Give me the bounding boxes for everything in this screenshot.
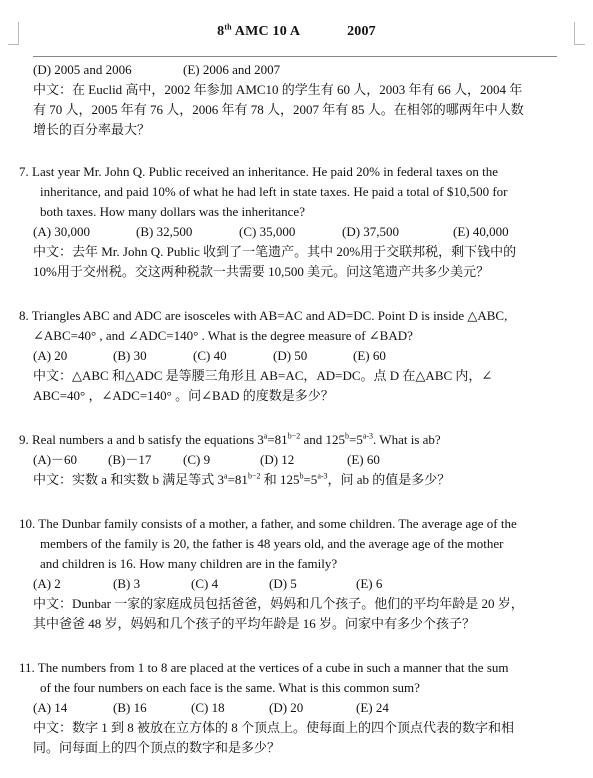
option-b: (B)－17	[108, 452, 152, 467]
problem-10	[19, 514, 560, 634]
option-b: (B) 30	[113, 348, 147, 363]
option-d: (D) 2005 and 2006	[33, 62, 132, 77]
problem-11-cn-line: 同。问每面上的四个顶点的数字和是多少？	[33, 740, 281, 755]
problem-7-en-line: inheritance, and paid 10% of what he had left in state taxes. He paid a total of $10,500 for	[40, 184, 508, 199]
problem-9-cn-text: =81	[227, 472, 248, 487]
problem-9-text: and 125	[300, 432, 345, 447]
header-amc-title: AMC 10 A	[231, 24, 300, 39]
problem-7-options	[33, 222, 560, 242]
problem-9-cn-text: =5	[303, 472, 318, 487]
problem-10-options	[33, 574, 560, 594]
option-e: (E) 60	[353, 348, 386, 363]
problem-11-en-line: of the four numbers on each face is the same. What is this common sum?	[40, 680, 420, 695]
option-d: (D) 20	[269, 700, 304, 715]
option-a: (A) 20	[33, 348, 68, 363]
option-a: (A) 14	[33, 700, 68, 715]
problem-6-cn-line: 有 70 人，2005 年有 76 人，2006 年有 78 人，2007 年有 85 人。在相邻的哪两年中人数	[33, 102, 524, 117]
exponent: b	[344, 431, 349, 441]
problem-9-cn-line	[33, 470, 560, 490]
problem-11-options	[33, 698, 560, 718]
option-d: (D) 12	[260, 452, 295, 467]
page-header	[0, 24, 593, 40]
option-a: (A) 2	[33, 576, 61, 591]
option-e: (E) 2006 and 2007	[183, 62, 281, 77]
option-d: (D) 37,500	[342, 224, 400, 239]
header-year: 2007	[347, 24, 376, 39]
problem-11-en-line: 11. The numbers from 1 to 8 are placed at the vertices of a cube in such a manner that the sum	[19, 660, 509, 675]
problem-6	[33, 60, 560, 140]
problem-8	[19, 306, 560, 406]
problem-6-cn-line: 增长的百分率最大？	[33, 122, 151, 137]
exponent: b−2	[287, 431, 301, 441]
problem-9-cn-text: 和 125	[260, 472, 300, 487]
option-d: (D) 50	[273, 348, 308, 363]
exponent: a	[224, 471, 228, 481]
header-amc-suffix: th	[224, 22, 232, 32]
problem-8-en-line: 8. Triangles ABC and ADC are isosceles with AB=AC and AD=DC. Point D is inside △ABC,	[19, 308, 508, 323]
problem-6-cn-line: 中文：在 Euclid 高中，2002 年参加 AMC10 的学生有 60 人，2003 年有 66 人，2004 年	[33, 82, 523, 97]
option-b: (B) 3	[113, 576, 141, 591]
problem-8-cn-line: 中文：△ABC 和△ADC 是等腰三角形且 AB=AC，AD=DC。点 D 在△ABC 内，∠	[33, 368, 493, 383]
exponent: b	[299, 471, 304, 481]
exponent: b−2	[247, 471, 261, 481]
problem-7-en-line: both taxes. How many dollars was the inheritance?	[40, 204, 305, 219]
problem-10-en-line: and children is 16. How many children are in the family?	[40, 556, 338, 571]
problem-9-options	[33, 450, 560, 470]
problem-8-en-line: ∠ABC=40° , and ∠ADC=140° . What is the degree measure of ∠BAD?	[33, 328, 413, 343]
option-c: (C) 35,000	[239, 224, 296, 239]
option-b: (B) 16	[113, 700, 147, 715]
option-c: (C) 40	[193, 348, 227, 363]
problem-list	[19, 60, 560, 758]
problem-9-cn-text: ，问 ab 的值是多少？	[327, 472, 451, 487]
problem-10-cn-line: 中文：Dunbar 一家的家庭成员包括爸爸，妈妈和几个孩子。他们的平均年龄是 20 岁，	[33, 596, 524, 611]
problem-7	[19, 162, 560, 282]
problem-11	[19, 658, 560, 758]
option-e: (E) 24	[356, 700, 389, 715]
problem-7-cn-line: 10%用于交州税。交这两种税款一共需要 10,500 美元。问这笔遗产共多少美元？	[33, 264, 490, 279]
header-amc-number: 8	[217, 24, 225, 39]
problem-9-en-line	[19, 430, 560, 450]
problem-9-cn-text: 中文：实数 a 和实数 b 满足等式 3	[33, 472, 225, 487]
problem-7-cn-line: 中文：去年 Mr. John Q. Public 收到了一笔遗产。其中 20%用于交联邦税，剩下钱中的	[33, 244, 517, 259]
option-b: (B) 32,500	[136, 224, 193, 239]
problem-9-text: =81	[267, 432, 288, 447]
problem-8-options	[33, 346, 560, 366]
option-c: (C) 4	[191, 576, 219, 591]
problem-10-en-line: 10. The Dunbar family consists of a mother, a father, and some children. The average age of the	[19, 516, 517, 531]
problem-10-cn-line: 其中爸爸 48 岁，妈妈和几个孩子的平均年龄是 16 岁。问家中有多少个孩子？	[33, 616, 476, 631]
exponent: a-3	[317, 471, 328, 481]
option-e: (E) 60	[347, 452, 380, 467]
option-d: (D) 5	[269, 576, 297, 591]
problem-7-en-line: 7. Last year Mr. John Q. Public received an inheritance. He paid 20% in federal taxes on the	[19, 164, 499, 179]
option-c: (C) 18	[191, 700, 225, 715]
exponent: a	[263, 431, 268, 441]
option-c: (C) 9	[183, 452, 211, 467]
problem-6-options	[33, 60, 560, 80]
option-e: (E) 40,000	[453, 224, 509, 239]
option-a: (A) 30,000	[33, 224, 91, 239]
problem-8-cn-line: ABC=40° ，∠ADC=140° 。问∠BAD 的度数是多少？	[33, 388, 334, 403]
problem-11-cn-line: 中文：数字 1 到 8 被放在立方体的 8 个顶点上。使每面上的四个顶点代表的数字和相	[33, 720, 515, 735]
option-e: (E) 6	[356, 576, 383, 591]
problem-9-text: =5	[348, 432, 363, 447]
exponent: a-3	[362, 431, 374, 441]
problem-9	[19, 430, 560, 490]
option-a: (A)－60	[33, 452, 78, 467]
problem-10-en-line: members of the family is 20, the father is 48 years old, and the average age of the mother	[40, 536, 504, 551]
problem-9-text: . What is ab?	[373, 432, 441, 447]
problem-9-text: 9. Real numbers a and b satisfy the equations 3	[19, 432, 264, 447]
header-rule	[33, 56, 557, 57]
